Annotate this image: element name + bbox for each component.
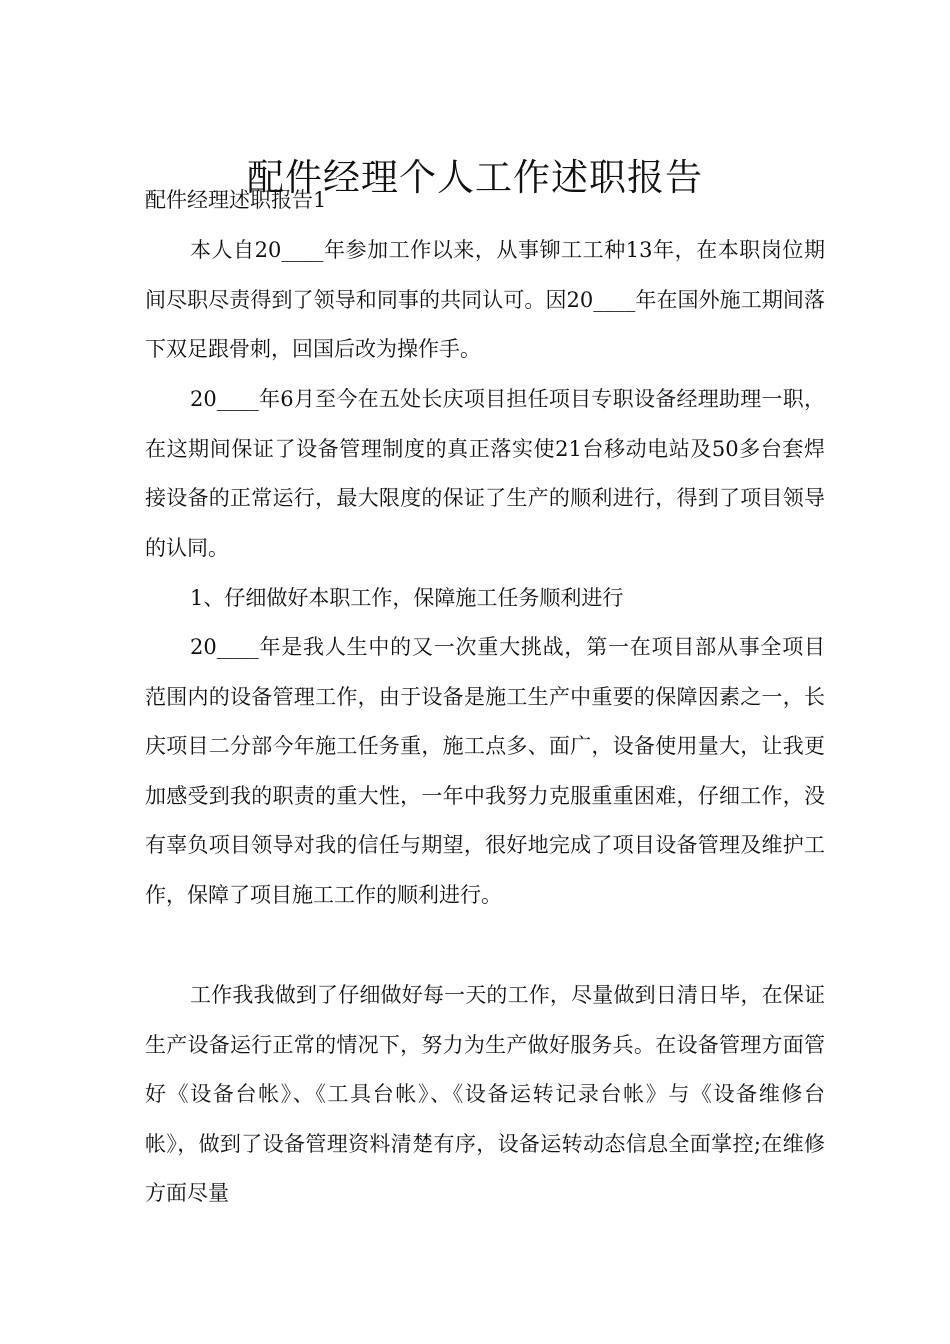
section-heading: 1、仔细做好本职工作，保障施工任务顺利进行 (190, 586, 624, 610)
paragraph: 工作我我做到了仔细做好每一天的工作，尽量做到日清日毕，在保证生产设备运行正常的情况下，努力为生产做好服务兵。在设备管理方面管好《设备台帐》、《工具台帐》、《设备运转记录台帐》与《设备维修台帐》，做到了设备管理资料清楚有序，设备运转动态信息全面掌控;在维修方面尽量 (145, 983, 825, 1205)
document-title: 配件经理个人工作述职报告 (247, 155, 703, 199)
document-subtitle: 配件经理述职报告1 (145, 188, 327, 212)
paragraph: 本人自20____年参加工作以来，从事铆工工种13年，在本职岗位期间尽职尽责得到了领导和同事的共同认可。因20____年在国外施工期间落下双足跟骨刺，回国后改为操作手。 (145, 238, 825, 361)
paragraph: 20____年是我人生中的又一次重大挑战，第一在项目部从事全项目范围内的设备管理工作，由于设备是施工生产中重要的保障因素之一，长庆项目二分部今年施工任务重，施工点多、面广，设备使用量大，让我更加感受到我的职责的重大性，一年中我努力克服重重困难，仔细工作，没有辜负项目领导对我的信任与期望，很好地完成了项目设备管理及维护工作，保障了项目施工工作的顺利进行。 (145, 635, 825, 907)
paragraph: 20____年6月至今在五处长庆项目担任项目专职设备经理助理一职，在这期间保证了设备管理制度的真正落实使21台移动电站及50多台套焊接设备的正常运行，最大限度的保证了生产的顺利进行，得到了项目领导的认同。 (145, 387, 825, 560)
